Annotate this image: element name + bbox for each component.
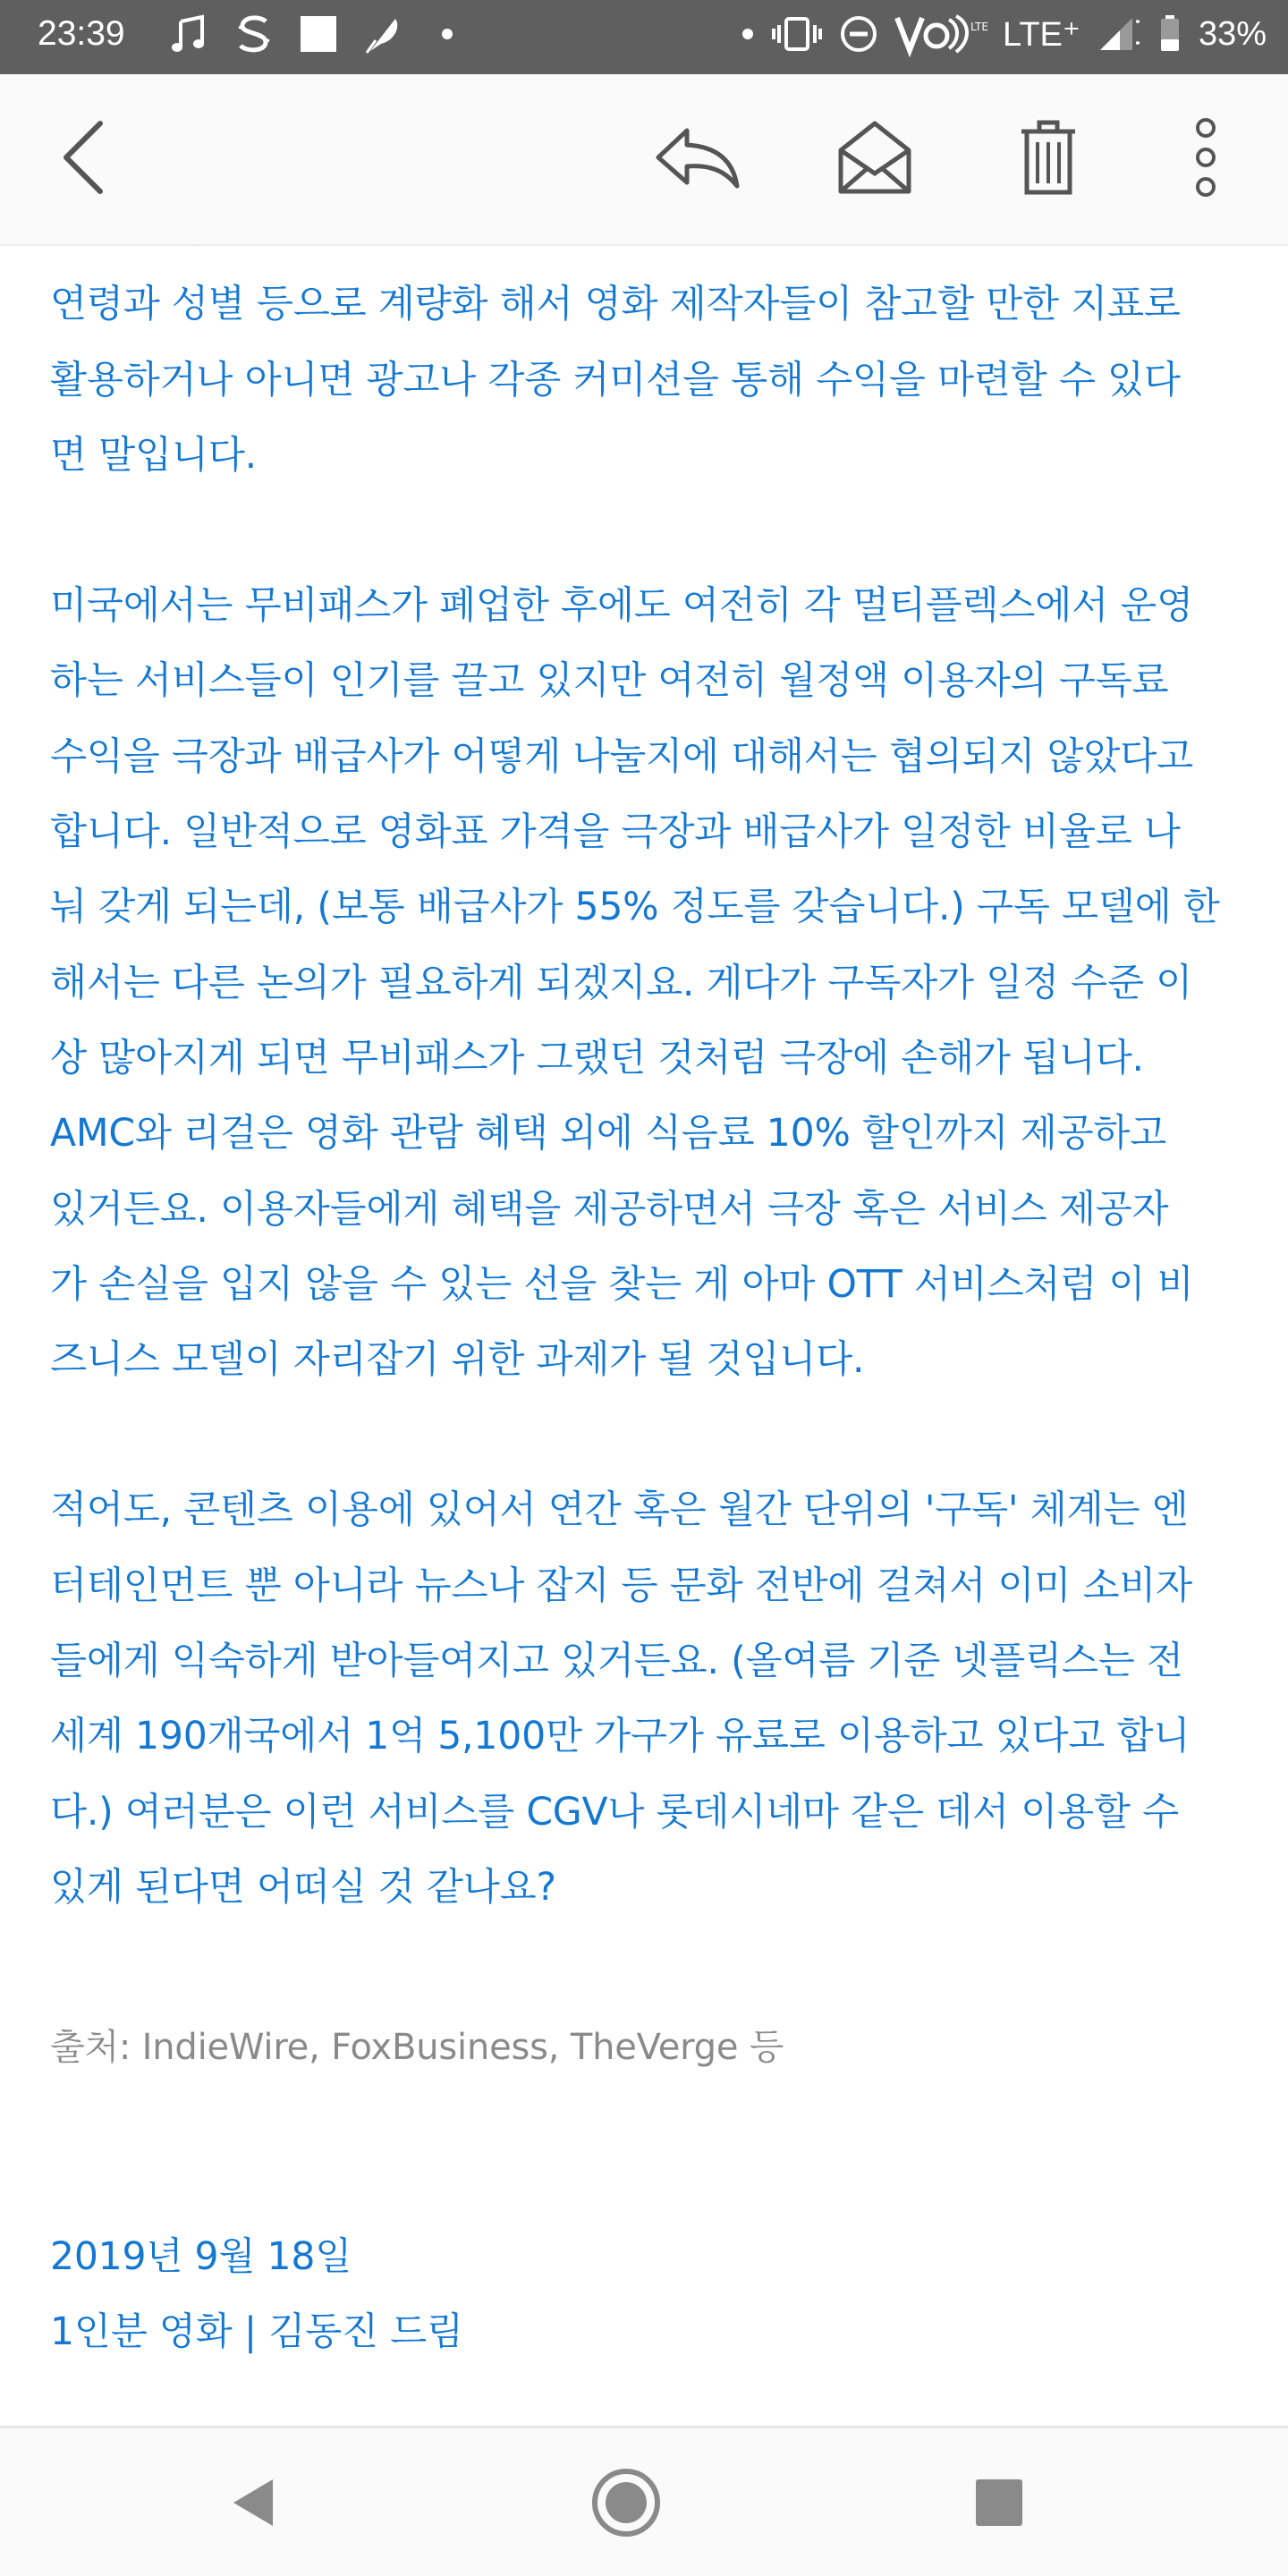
more-options-button[interactable] (1161, 114, 1250, 204)
nav-back-icon (228, 2476, 278, 2533)
text-line: 터테인먼트 뿐 아니라 뉴스나 잡지 등 문화 전반에 걸쳐서 이미 소비자 (50, 1563, 1193, 1608)
svg-text:LTE: LTE (970, 21, 988, 33)
text-line: 세계 190개국에서 1억 5,100만 가구가 유료로 이용하고 있다고 합니 (50, 1715, 1191, 1759)
mark-unread-button[interactable] (830, 114, 919, 204)
text-line: 활용하거나 아니면 광고나 각종 커미션을 통해 수익을 마련할 수 있다 (50, 358, 1181, 402)
dot-icon (428, 13, 467, 55)
reply-button[interactable] (653, 114, 742, 204)
reply-icon (655, 125, 741, 193)
status-time: 23:39 (38, 14, 125, 53)
vibrate-icon (772, 13, 822, 55)
notification-icons (170, 13, 467, 55)
text-line: 상 많아지게 되면 무비패스가 그랬던 것처럼 극장에 손해가 됩니다. (50, 1036, 1144, 1080)
nav-recents-button[interactable] (950, 2455, 1048, 2554)
battery-icon (1159, 13, 1181, 55)
mail-open-icon (837, 120, 912, 199)
navigation-bar (0, 2428, 1288, 2576)
text-line: AMC와 리걸은 영화 관람 혜택 외에 식음료 10% 할인까지 제공하고 (50, 1112, 1167, 1157)
system-status (741, 13, 1267, 55)
text-line: 면 말입니다. (50, 433, 257, 478)
back-arrow-icon (57, 120, 111, 199)
image-icon (299, 13, 338, 55)
network-type: LTE⁺ (1003, 15, 1080, 54)
text-line: 다.) 여러분은 이런 서비스를 CGV나 롯데시네마 같은 데서 이용할 수 (50, 1790, 1179, 1835)
text-line: 연령과 성별 등으로 계량화 해서 영화 제작자들이 참고할 만한 지표로 (50, 283, 1181, 327)
paragraph-2 (50, 569, 1249, 1398)
nav-home-icon (590, 2467, 662, 2542)
more-vert-icon (1192, 117, 1219, 201)
signature-block (50, 2220, 1249, 2371)
text-line: 있게 된다면 어떠실 것 같나요? (50, 1865, 556, 1910)
volte-icon (895, 13, 988, 55)
text-line: 해서는 다른 논의가 필요하게 되겠지요. 게다가 구독자가 일정 수준 이 (50, 961, 1193, 1005)
text-line: 가 손실을 입지 않을 수 있는 선을 찾는 게 아마 OTT 서비스처럼 이 비 (50, 1262, 1194, 1307)
text-line: 눠 갖게 되는데, (보통 배급사가 55% 정도를 갖습니다.) 구독 모델에 한 (50, 886, 1220, 930)
feather-icon (363, 13, 402, 55)
nav-recents-icon (974, 2478, 1024, 2531)
text-line: 있거든요. 이용자들에게 혜택을 제공하면서 극장 혹은 서비스 제공자 (50, 1187, 1169, 1232)
text-line: 즈니스 모델이 자리잡기 위한 과제가 될 것입니다. (50, 1338, 865, 1383)
source-credit: 출처: IndieWire, FoxBusiness, TheVerge 등 (50, 2027, 784, 2069)
article (50, 192, 1249, 2370)
signature: 1인분 영화 | 김동진 드림 (50, 2309, 463, 2354)
nav-home-button[interactable] (577, 2455, 675, 2554)
text-line: 수익을 극장과 배급사가 어떻게 나눌지에 대해서는 협의되지 않았다고 (50, 734, 1193, 779)
text-line: 합니다. 일반적으로 영화표 가격을 극장과 배급사가 일정한 비율로 나 (50, 810, 1181, 855)
sent-date: 2019년 9월 18일 (50, 2234, 352, 2279)
delete-button[interactable] (1004, 114, 1093, 204)
text-line: 미국에서는 무비패스가 폐업한 후에도 여전히 각 멀티플렉스에서 운영 (50, 584, 1193, 629)
s-app-icon (234, 13, 274, 55)
dot-icon (741, 13, 754, 55)
text-line: 적어도, 콘텐츠 이용에 있어서 연간 혹은 월간 단위의 '구독' 체계는 엔 (50, 1488, 1189, 1533)
back-button[interactable] (39, 114, 129, 204)
trash-icon (1020, 119, 1077, 199)
email-toolbar (0, 74, 1288, 246)
battery-percent: 33% (1198, 14, 1267, 53)
status-bar (0, 0, 1288, 74)
signal-icon (1098, 13, 1141, 55)
email-body (0, 246, 1288, 2428)
text-line: 들에게 익숙하게 받아들여지고 있거든요. (올여름 기준 넷플릭스는 전 (50, 1640, 1183, 1684)
nav-back-button[interactable] (204, 2455, 302, 2554)
paragraph-3 (50, 1473, 1249, 1926)
do-not-disturb-icon (840, 13, 877, 55)
text-line: 하는 서비스들이 인기를 끌고 있지만 여전히 월정액 이용자의 구독료 (50, 659, 1169, 704)
music-note-icon (170, 13, 209, 55)
